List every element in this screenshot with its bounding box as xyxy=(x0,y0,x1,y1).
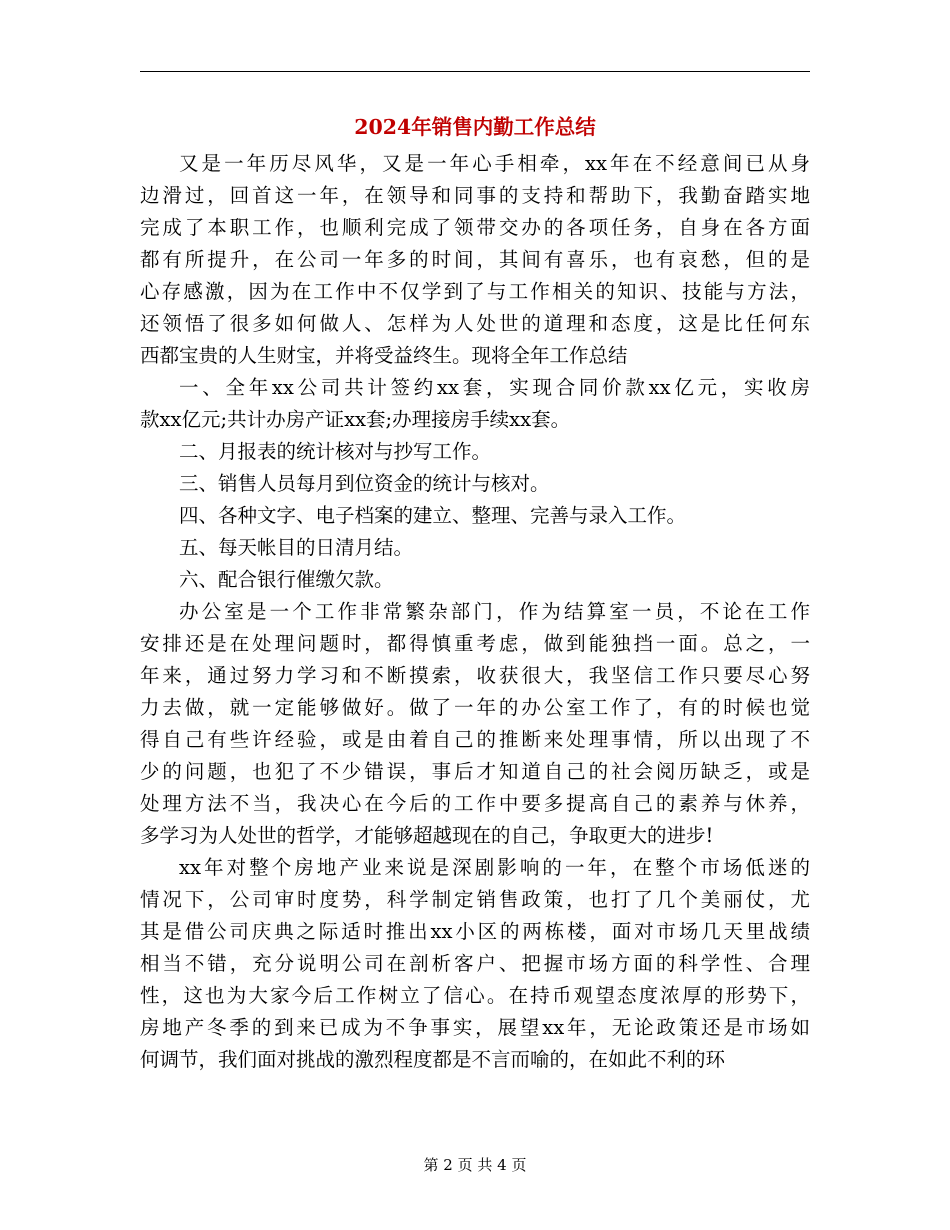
text-line: 一、全年xx公司共计签约xx套，实现合同价款xx亿元，实收房 xyxy=(179,376,810,399)
paragraph xyxy=(140,564,810,596)
text-line: 得自己有些许经验，或是由着自己的推断来处理事情，所以出现了不 xyxy=(140,728,810,751)
text-line: 心存感激，因为在工作中不仅学到了与工作相关的知识、技能与方法， xyxy=(140,280,810,303)
document-title: 2024年销售内勤工作总结 xyxy=(354,115,596,139)
text-line: 情况下，公司审时度势，科学制定销售政策，也打了几个美丽仗，尤 xyxy=(140,888,810,911)
text-line: 多学习为人处世的哲学，才能够超越现在的自己，争取更大的进步! xyxy=(140,824,714,847)
text-line: 完成了本职工作，也顺利完成了领带交办的各项任务，自身在各方面 xyxy=(140,216,810,239)
text-line: 力去做，就一定能够做好。做了一年的办公室工作了，有的时候也觉 xyxy=(140,696,810,719)
text-line: 年来，通过努力学习和不断摸索，收获很大，我坚信工作只要尽心努 xyxy=(140,664,810,687)
text-line: 房地产冬季的到来已成为不争事实，展望xx年，无论政策还是市场如 xyxy=(140,1016,810,1039)
text-line: 边滑过，回首这一年，在领导和同事的支持和帮助下，我勤奋踏实地 xyxy=(140,184,810,207)
paragraph xyxy=(140,436,810,468)
text-line: 西都宝贵的人生财宝，并将受益终生。现将全年工作总结 xyxy=(140,344,628,367)
text-line: 安排还是在处理问题时，都得慎重考虑，做到能独挡一面。总之，一 xyxy=(140,632,810,655)
paragraph xyxy=(140,500,810,532)
paragraph xyxy=(140,596,810,852)
paragraph xyxy=(140,852,810,1076)
paragraph xyxy=(140,148,810,372)
paragraph xyxy=(140,468,810,500)
text-line: 何调节，我们面对挑战的激烈程度都是不言而喻的，在如此不利的环 xyxy=(140,1048,726,1071)
text-line: 都有所提升，在公司一年多的时间，其间有喜乐，也有哀愁，但的是 xyxy=(140,248,810,271)
text-line: 处理方法不当，我决心在今后的工作中要多提高自己的素养与休养， xyxy=(140,792,810,815)
page-number: 第 2 页 共 4 页 xyxy=(423,1156,527,1174)
text-line: 五、每天帐目的日清月结。 xyxy=(179,536,414,559)
text-line: 其是借公司庆典之际适时推出xx小区的两栋楼，面对市场几天里战绩 xyxy=(140,920,810,943)
document-body xyxy=(140,148,810,1076)
text-line: 性，这也为大家今后工作树立了信心。在持币观望态度浓厚的形势下， xyxy=(140,984,810,1007)
paragraph xyxy=(140,532,810,564)
text-line: 又是一年历尽风华，又是一年心手相牵，xx年在不经意间已从身 xyxy=(179,152,810,175)
text-line: 二、月报表的统计核对与抄写工作。 xyxy=(179,440,492,463)
text-line: 还领悟了很多如何做人、怎样为人处世的道理和态度，这是比任何东 xyxy=(140,312,810,335)
text-line: 款xx亿元;共计办房产证xx套;办理接房手续xx套。 xyxy=(140,408,571,431)
text-line: 四、各种文字、电子档案的建立、整理、完善与录入工作。 xyxy=(179,504,687,527)
text-line: 少的问题，也犯了不少错误，事后才知道自己的社会阅历缺乏，或是 xyxy=(140,760,810,783)
header-rule xyxy=(140,71,810,72)
text-line: 相当不错，充分说明公司在剖析客户、把握市场方面的科学性、合理 xyxy=(140,952,810,975)
paragraph xyxy=(140,372,810,436)
text-line: 六、配合银行催缴欠款。 xyxy=(179,568,394,591)
text-line: xx年对整个房地产业来说是深剧影响的一年，在整个市场低迷的 xyxy=(179,856,810,879)
text-line: 三、销售人员每月到位资金的统计与核对。 xyxy=(179,472,550,495)
text-line: 办公室是一个工作非常繁杂部门，作为结算室一员，不论在工作 xyxy=(179,600,810,623)
